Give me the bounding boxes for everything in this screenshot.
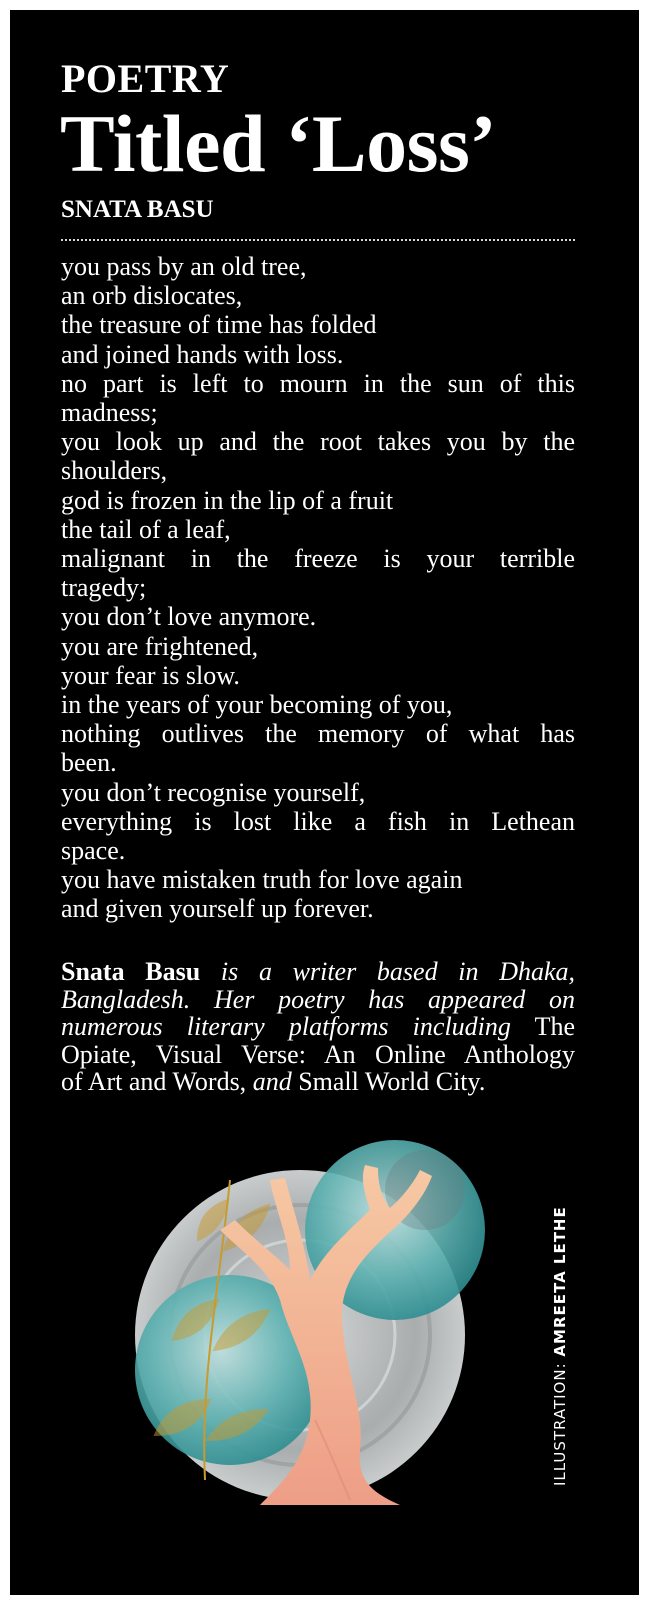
illustration-credit [551,1206,569,1486]
publication-name: of Art and Words, [61,1067,247,1096]
poem-line: shoulders, [61,456,168,486]
author-bio [61,958,575,1096]
poem-line: the treasure of time has folded [61,310,377,340]
poem-line: the tail of a leaf, [61,514,231,544]
poem-line: and given yourself up forever. [61,894,374,924]
poem-line: in the years of your becoming of you, [61,690,453,720]
poem-line: no part is left to mourn in the sun of this [61,368,575,398]
poem-line: you have mistaken truth for love again [61,865,463,895]
author-name: SNATA BASU [61,196,214,223]
bio-line [61,1013,575,1041]
credit-label: ILLUSTRATION: [551,1362,569,1486]
section-label: POETRY [61,56,230,101]
poem-line: tragedy; [61,573,147,603]
dotted-divider [61,239,575,241]
publication-name: The [534,1012,575,1041]
poem-line: you are frightened, [61,631,259,661]
bio-line [61,1041,575,1069]
publication-name: Small World City. [298,1067,486,1096]
poem-line: you don’t recognise yourself, [61,777,366,807]
poem-line: madness; [61,398,158,428]
bio-line [61,986,575,1014]
bio-text: Bangladesh. Her poetry has appeared on [61,984,575,1014]
bio-text: numerous literary platforms including [61,1012,511,1041]
bio-author-name: Snata Basu [61,957,201,986]
poem-line: you don’t love anymore. [61,602,317,632]
poem-body [61,252,575,924]
poem-line: everything is lost like a fish in Lethean [61,806,575,836]
bio-line [61,1068,575,1096]
bio-text: and [252,1067,292,1096]
poem-line: you look up and the root takes you by the [61,427,575,457]
poem-line: an orb dislocates, [61,281,243,311]
poem-line: and joined hands with loss. [61,339,344,369]
poem-line: you pass by an old tree, [61,252,307,281]
poem-line: nothing outlives the memory of what has [61,719,575,749]
poem-line: been. [61,748,117,778]
bio-text: is a writer based in Dhaka, [220,957,576,986]
publication-name: Opiate, Visual Verse: An Online Anthology [61,1039,575,1069]
poem-line: god is frozen in the lip of a fruit [61,485,394,515]
tree-illustration [110,1120,510,1510]
poem-card [10,10,639,1595]
illustrator-name: AMREETA LETHE [551,1206,569,1357]
bio-line [61,958,575,986]
poem-line: malignant in the freeze is your terrible [61,544,575,574]
poem-line: your fear is slow. [61,660,240,690]
poem-line: space. [61,836,126,866]
poem-title: Titled ‘Loss’ [60,98,497,189]
